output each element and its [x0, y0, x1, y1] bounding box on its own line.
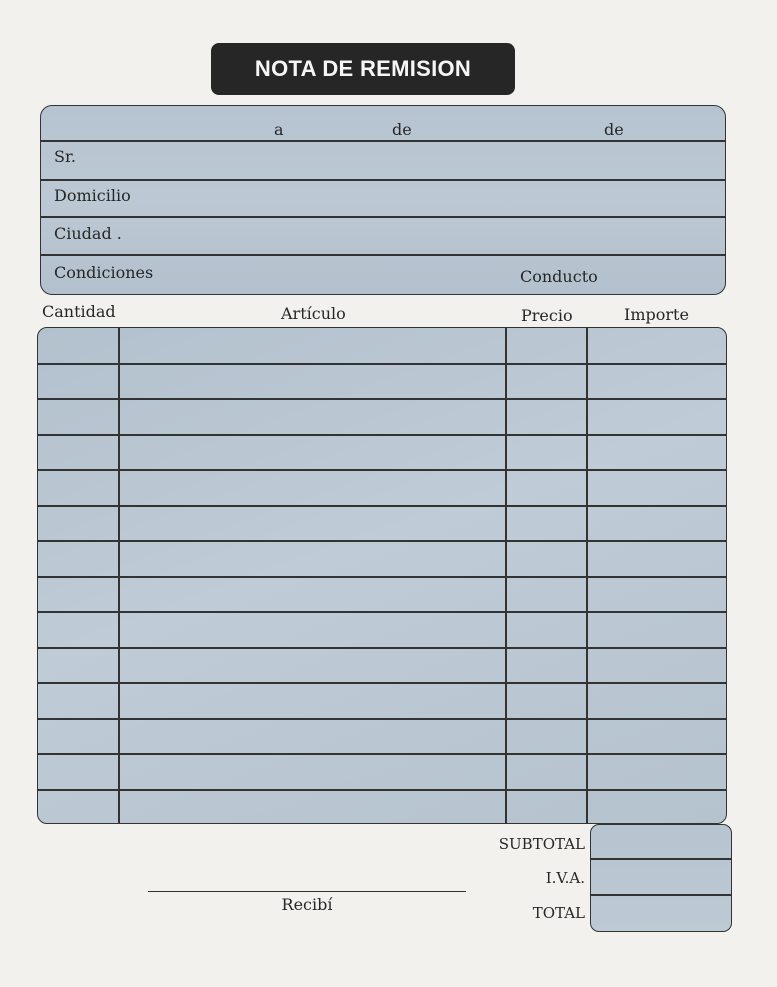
date-de-label-1: de — [392, 120, 412, 139]
divider — [41, 179, 725, 181]
signature-line — [148, 891, 466, 892]
divider — [591, 858, 731, 860]
table-row-line — [38, 576, 726, 578]
column-header-articulo: Artículo — [281, 304, 346, 323]
column-header-cantidad: Cantidad — [42, 302, 116, 321]
table-row-line — [38, 682, 726, 684]
table-row-line — [38, 505, 726, 507]
domicilio-label: Domicilio — [54, 186, 131, 205]
divider — [41, 216, 725, 218]
table-row-line — [38, 469, 726, 471]
items-table — [37, 327, 727, 824]
table-row-line — [38, 611, 726, 613]
table-row-line — [38, 718, 726, 720]
date-a-label: a — [274, 120, 284, 139]
table-row-line — [38, 434, 726, 436]
table-row-line — [38, 540, 726, 542]
table-row-line — [38, 647, 726, 649]
divider — [41, 254, 725, 256]
divider — [41, 140, 725, 142]
totals-box — [590, 824, 732, 932]
column-header-precio: Precio — [521, 306, 573, 325]
conducto-label: Conducto — [520, 267, 598, 286]
page-title: NOTA DE REMISION — [254, 56, 472, 81]
date-de-label-2: de — [604, 120, 624, 139]
iva-label: I.V.A. — [545, 869, 585, 887]
sr-label: Sr. — [54, 147, 76, 166]
column-header-importe: Importe — [624, 305, 689, 324]
title-banner — [211, 43, 515, 95]
total-label: TOTAL — [532, 904, 585, 922]
customer-info-box — [40, 105, 726, 295]
table-row-line — [38, 398, 726, 400]
table-row-line — [38, 789, 726, 791]
table-row-line — [38, 363, 726, 365]
subtotal-label: SUBTOTAL — [498, 835, 585, 853]
table-row-line — [38, 753, 726, 755]
ciudad-label: Ciudad . — [54, 224, 122, 243]
condiciones-label: Condiciones — [54, 263, 154, 282]
divider — [591, 894, 731, 896]
signature-label: Recibí — [281, 895, 333, 914]
